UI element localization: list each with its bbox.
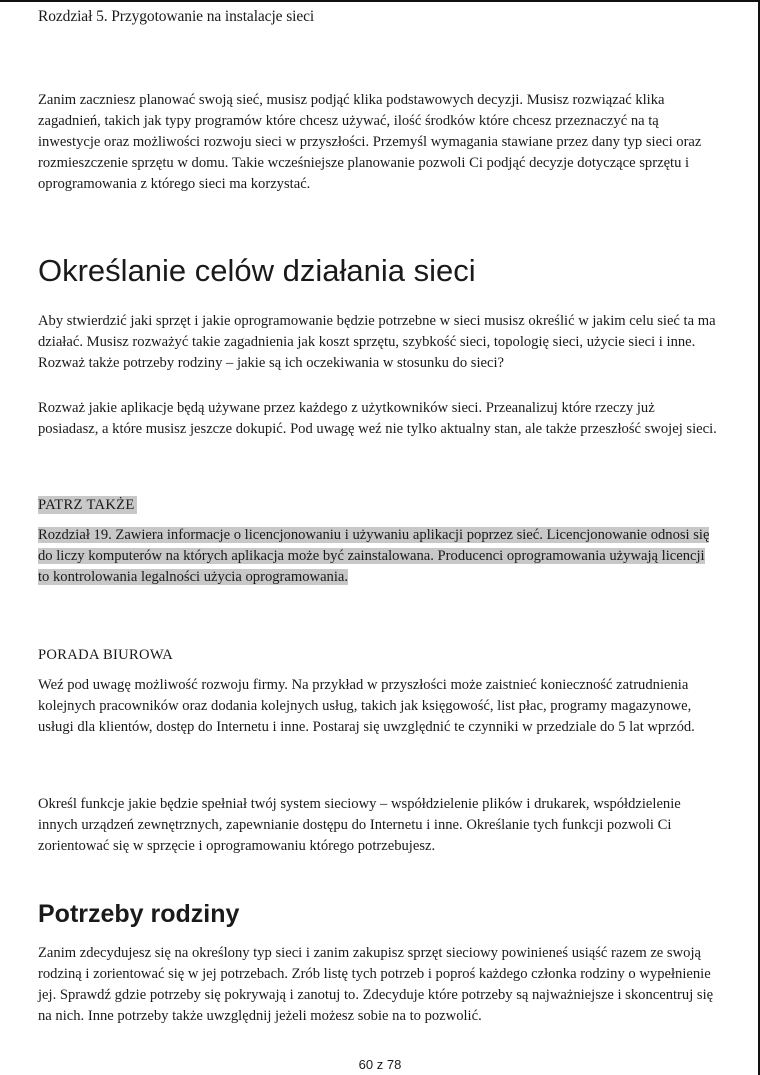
page-top-border [0,0,760,2]
intro-paragraph: Zanim zaczniesz planować swoją sieć, musisz podjąć klika podstawowych decyzji. Musisz rozwiązać klika zagadnień, takich jak typy programów które chcesz używać, ilość środków które chcesz przeznaczyć na tą inwestycje oraz możliwości rozwoju sieci w przyszłości. Przemyśl wymagania stawiane przez dany typ sieci oraz rozmieszczenie sprzętu w domu. Takie wcześniejsze planowanie pozwoli Ci podjąć decyzje dotyczące sprzętu i oprogramowania z którego sieci ma korzystać. [38,92,702,192]
see-also-label [38,497,137,514]
see-also-note-text: Rozdział 19. Zawiera informacje o licencjonowaniu i używaniu aplikacji poprzez sieć. Licencjonowanie odnosi się do liczy komputerów na których aplikacja może być zainstalowana. Producenci oprogramowania używają licencji to kontrolowania legalności użycia oprogramowania. [38,527,710,585]
see-also-note [38,525,718,588]
functions-paragraph: Określ funkcje jakie będzie spełniał twój system sieciowy – współdzielenie plików i drukarek, współdzielenie innych urządzeń zewnętrznych, zapewnianie dostępu do Internetu i inne. Określanie tych funkcji pozwoli Ci zorientować się w sprzęcie i oprogramowaniu którego potrzebujesz. [38,796,681,854]
section-heading-family-needs: Potrzeby rodziny [38,900,240,928]
goals-paragraph-1: Aby stwierdzić jaki sprzęt i jakie oprogramowanie będzie potrzebne w sieci musisz określić w jakim celu sieć ta ma działać. Musisz rozważyć takie zagadnienia jak koszt sprzętu, szybkość sieci, topologię sieci, użycie sieci i inne. Rozważ także potrzeby rodziny – jakie są ich oczekiwania w stosunku do sieci? [38,313,716,371]
chapter-header: Rozdział 5. Przygotowanie na instalacje sieci [38,8,315,25]
family-needs-paragraph: Zanim zdecydujesz się na określony typ sieci i zanim zakupisz sprzęt sieciowy powinieneś usiąść razem ze swoją rodziną i zorientować się w jej potrzebach. Zrób listę tych potrzeb i poproś każdego członka rodziny o wypełnienie jej. Sprawdź gdzie potrzeby się pokrywają i zanotuj to. Zdecyduje które potrzeby są najważniejsze i skoncentruj się na nich. Inne potrzeby także uwzględnij jeżeli możesz sobie na to pozwolić. [38,945,714,1024]
office-tip-paragraph: Weź pod uwagę możliwość rozwoju firmy. Na przykład w przyszłości może zaistnieć konieczność zatrudnienia kolejnych pracowników oraz dodania kolejnych usług, takich jak księgowość, list płac, programy magazynowe, usługi dla klientów, dostęp do Internetu i inne. Postaraj się uwzględnić te czynniki w przedziale do 5 lat wprzód. [38,677,695,735]
goals-paragraph-2: Rozważ jakie aplikacje będą używane przez każdego z użytkowników sieci. Przeanalizuj które rzeczy już posiadasz, a które musisz jeszcze dokupić. Pod uwagę weź nie tylko aktualny stan, ale także przeszłość swojej sieci. [38,400,717,437]
see-also-label-text: PATRZ TAKŻE [38,497,135,513]
section-heading-goals: Określanie celów działania sieci [38,253,476,288]
office-tip-label: PORADA BIUROWA [38,647,174,663]
page-number: 60 z 78 [358,1057,402,1072]
